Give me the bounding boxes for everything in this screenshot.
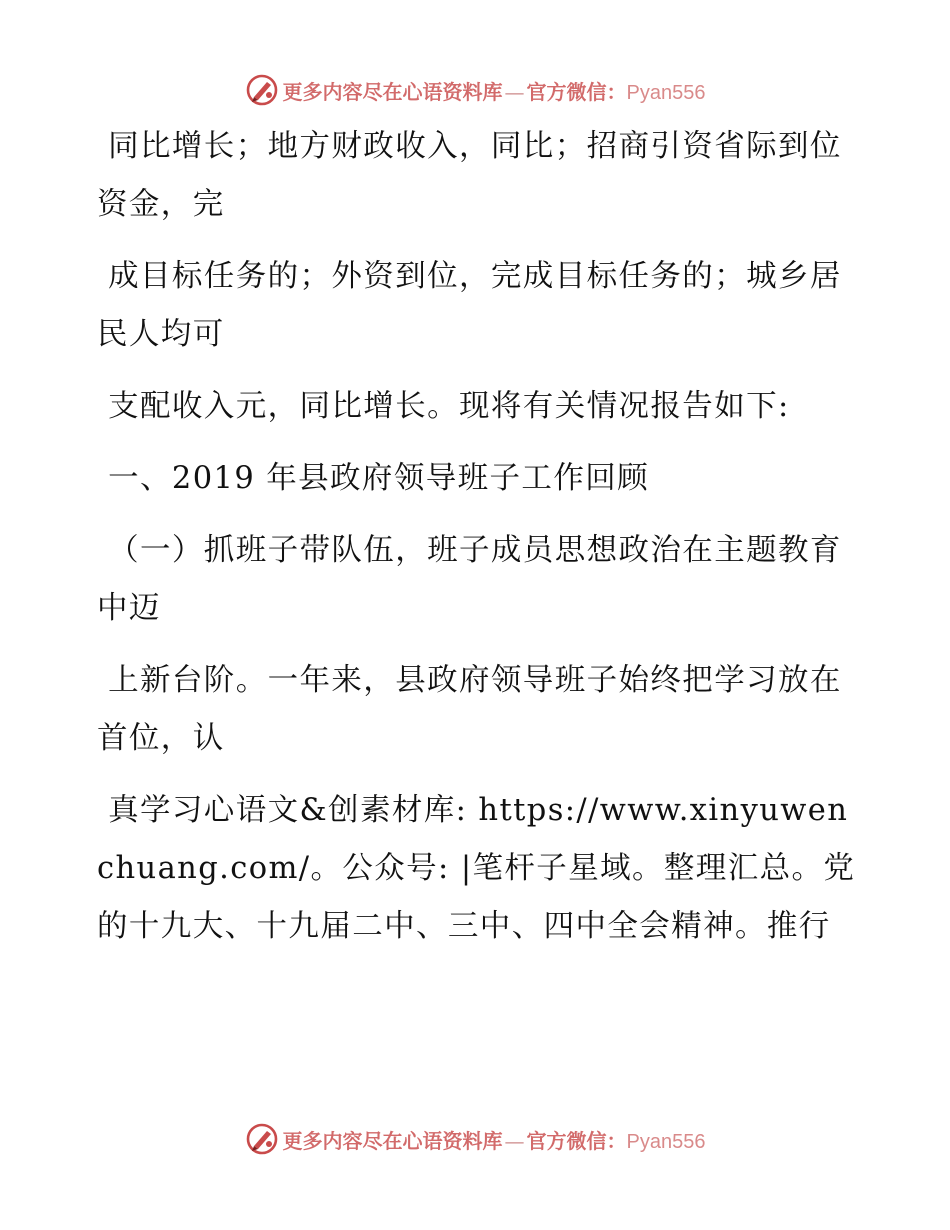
pen-seal-logo-icon bbox=[245, 1122, 279, 1156]
watermark-cn-text: 更多内容尽在心语资料库 bbox=[282, 1128, 503, 1153]
paragraph-6: 真学习心语文&创素材库: https://www.xinyuwenchuang.com/。公众号: |笔杆子星域。整理汇总。党的十九大、十九届二中、三中、四中全会精神。推行 bbox=[97, 793, 856, 944]
paragraph-5: 上新台阶。一年来，县政府领导班子始终把学习放在首位，认 bbox=[97, 663, 842, 756]
watermark-text bbox=[283, 76, 706, 105]
header-watermark bbox=[0, 70, 950, 110]
paragraph-4: （一）抓班子带队伍，班子成员思想政治在主题教育中迈 bbox=[97, 533, 842, 626]
watermark-wechat-id: Pyan556 bbox=[626, 81, 706, 104]
footer-watermark bbox=[0, 1119, 950, 1159]
watermark-cn-text: 更多内容尽在心语资料库 bbox=[282, 79, 503, 104]
watermark-dash: — bbox=[504, 79, 525, 104]
pen-seal-logo-icon bbox=[245, 73, 279, 107]
watermark-dash: — bbox=[504, 1128, 525, 1153]
watermark-wechat-id: Pyan556 bbox=[626, 1130, 706, 1153]
section-heading: 一、2019 年县政府领导班子工作回顾 bbox=[97, 461, 650, 496]
document-body bbox=[97, 118, 857, 956]
watermark-wechat-label: 官方微信： bbox=[526, 1128, 627, 1153]
paragraph-1: 同比增长；地方财政收入，同比；招商引资省际到位资金，完 bbox=[97, 129, 842, 222]
watermark-wechat-label: 官方微信： bbox=[526, 79, 627, 104]
paragraph-2: 成目标任务的；外资到位，完成目标任务的；城乡居民人均可 bbox=[97, 259, 842, 352]
paragraph-3: 支配收入元，同比增长。现将有关情况报告如下: bbox=[97, 389, 790, 424]
watermark-text bbox=[283, 1125, 706, 1154]
